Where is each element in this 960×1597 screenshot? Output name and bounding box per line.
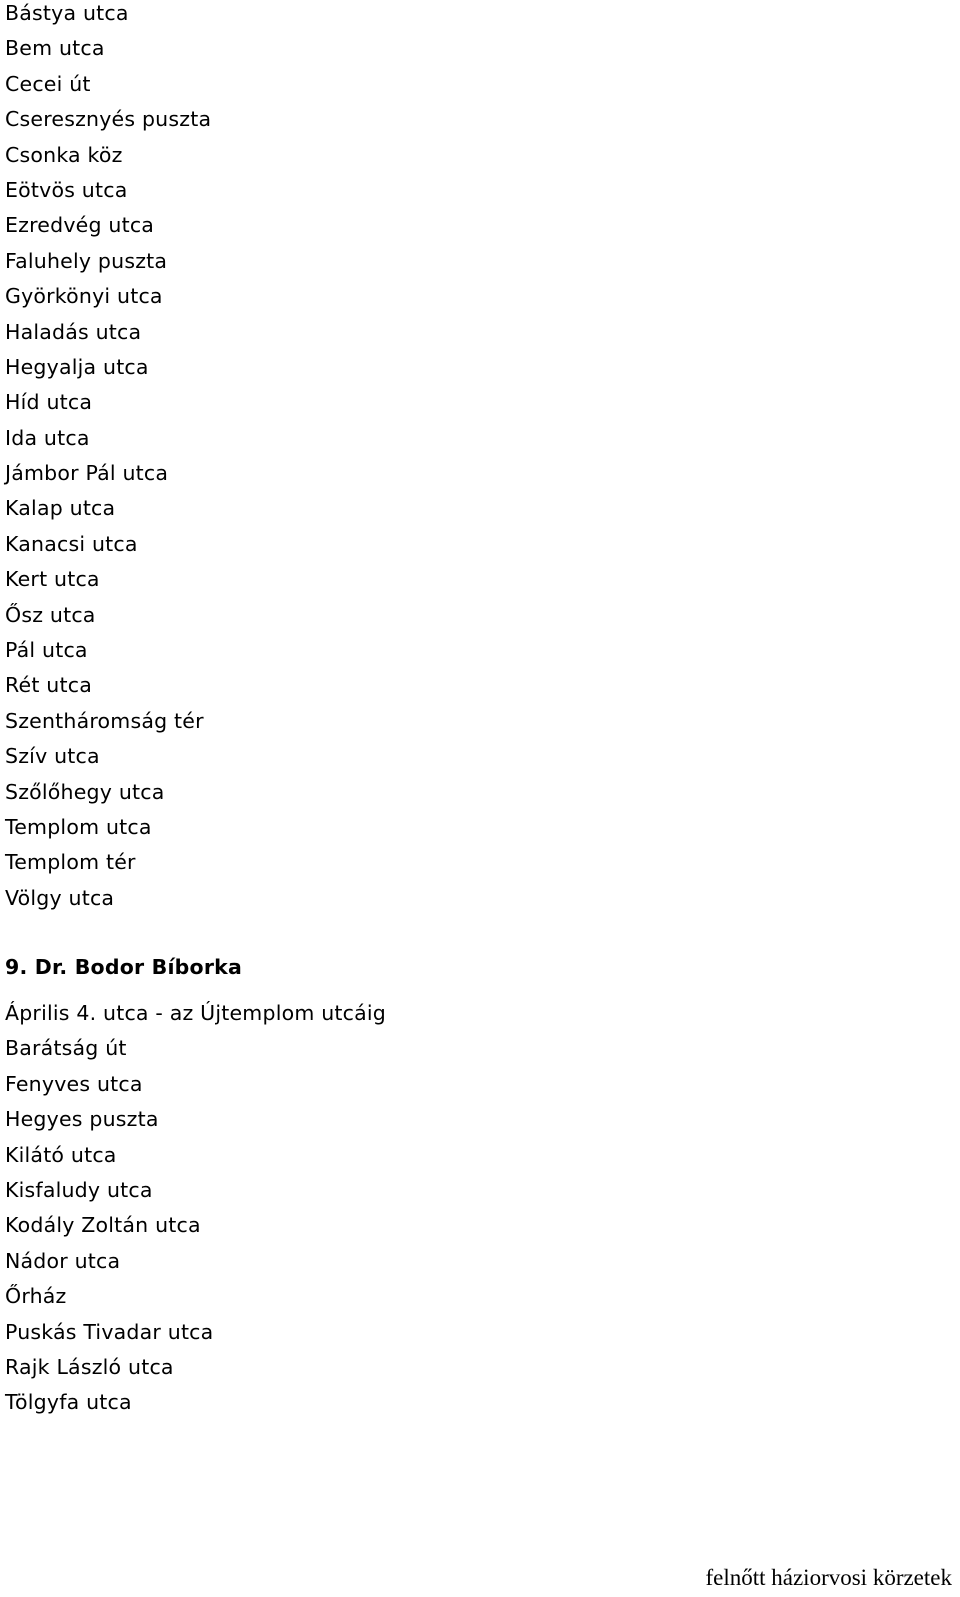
street-item: Szív utca (5, 744, 100, 769)
street-item: Nádor utca (5, 1248, 121, 1273)
doctor-heading: 9. Dr. Bodor Bíborka (5, 955, 243, 979)
street-item: Szőlőhegy utca (5, 779, 165, 804)
street-item: Pál utca (5, 638, 88, 663)
street-item: Völgy utca (5, 885, 115, 910)
street-list-section-1 (5, 0, 211, 916)
street-item: Puskás Tivadar utca (5, 1319, 214, 1344)
street-item: Cecei út (5, 71, 91, 96)
street-item: Bástya utca (5, 1, 129, 25)
street-item: Tölgyfa utca (5, 1390, 132, 1415)
street-item: Templom tér (5, 850, 136, 875)
street-item: Bem utca (5, 36, 105, 61)
street-item: Kisfaludy utca (5, 1177, 153, 1202)
street-item: Ezredvég utca (5, 213, 155, 238)
street-item: Kalap utca (5, 496, 116, 521)
street-item: Haladás utca (5, 319, 142, 344)
street-item: Hegyes puszta (5, 1107, 159, 1132)
street-item: Templom utca (5, 814, 152, 839)
footer-label: felnőtt háziorvosi körzetek (705, 1565, 952, 1590)
street-item: Kanacsi utca (5, 531, 138, 556)
street-item: Barátság út (5, 1036, 127, 1061)
street-item: Cseresznyés puszta (5, 107, 212, 132)
street-item: Kilátó utca (5, 1142, 117, 1167)
street-item: Csonka köz (5, 142, 123, 167)
street-item: Ida utca (5, 425, 90, 450)
street-item: Ősz utca (5, 602, 96, 627)
street-item: Híd utca (5, 390, 93, 415)
street-item: Eötvös utca (5, 177, 128, 202)
street-item: Hegyalja utca (5, 354, 149, 379)
street-item: Kert utca (5, 567, 100, 592)
street-item: Jámbor Pál utca (5, 461, 169, 486)
street-item: Rajk László utca (5, 1354, 174, 1379)
street-item: Őrház (5, 1284, 67, 1309)
street-item: Faluhely puszta (5, 248, 168, 273)
street-item: Fenyves utca (5, 1071, 143, 1096)
street-item: Április 4. utca - az Újtemplom utcáig (5, 1001, 386, 1025)
street-item: Kodály Zoltán utca (5, 1213, 201, 1238)
street-list-section-2 (5, 996, 386, 1421)
street-item: Györkönyi utca (5, 284, 163, 309)
street-item: Szentháromság tér (5, 708, 204, 733)
street-item: Rét utca (5, 673, 92, 698)
